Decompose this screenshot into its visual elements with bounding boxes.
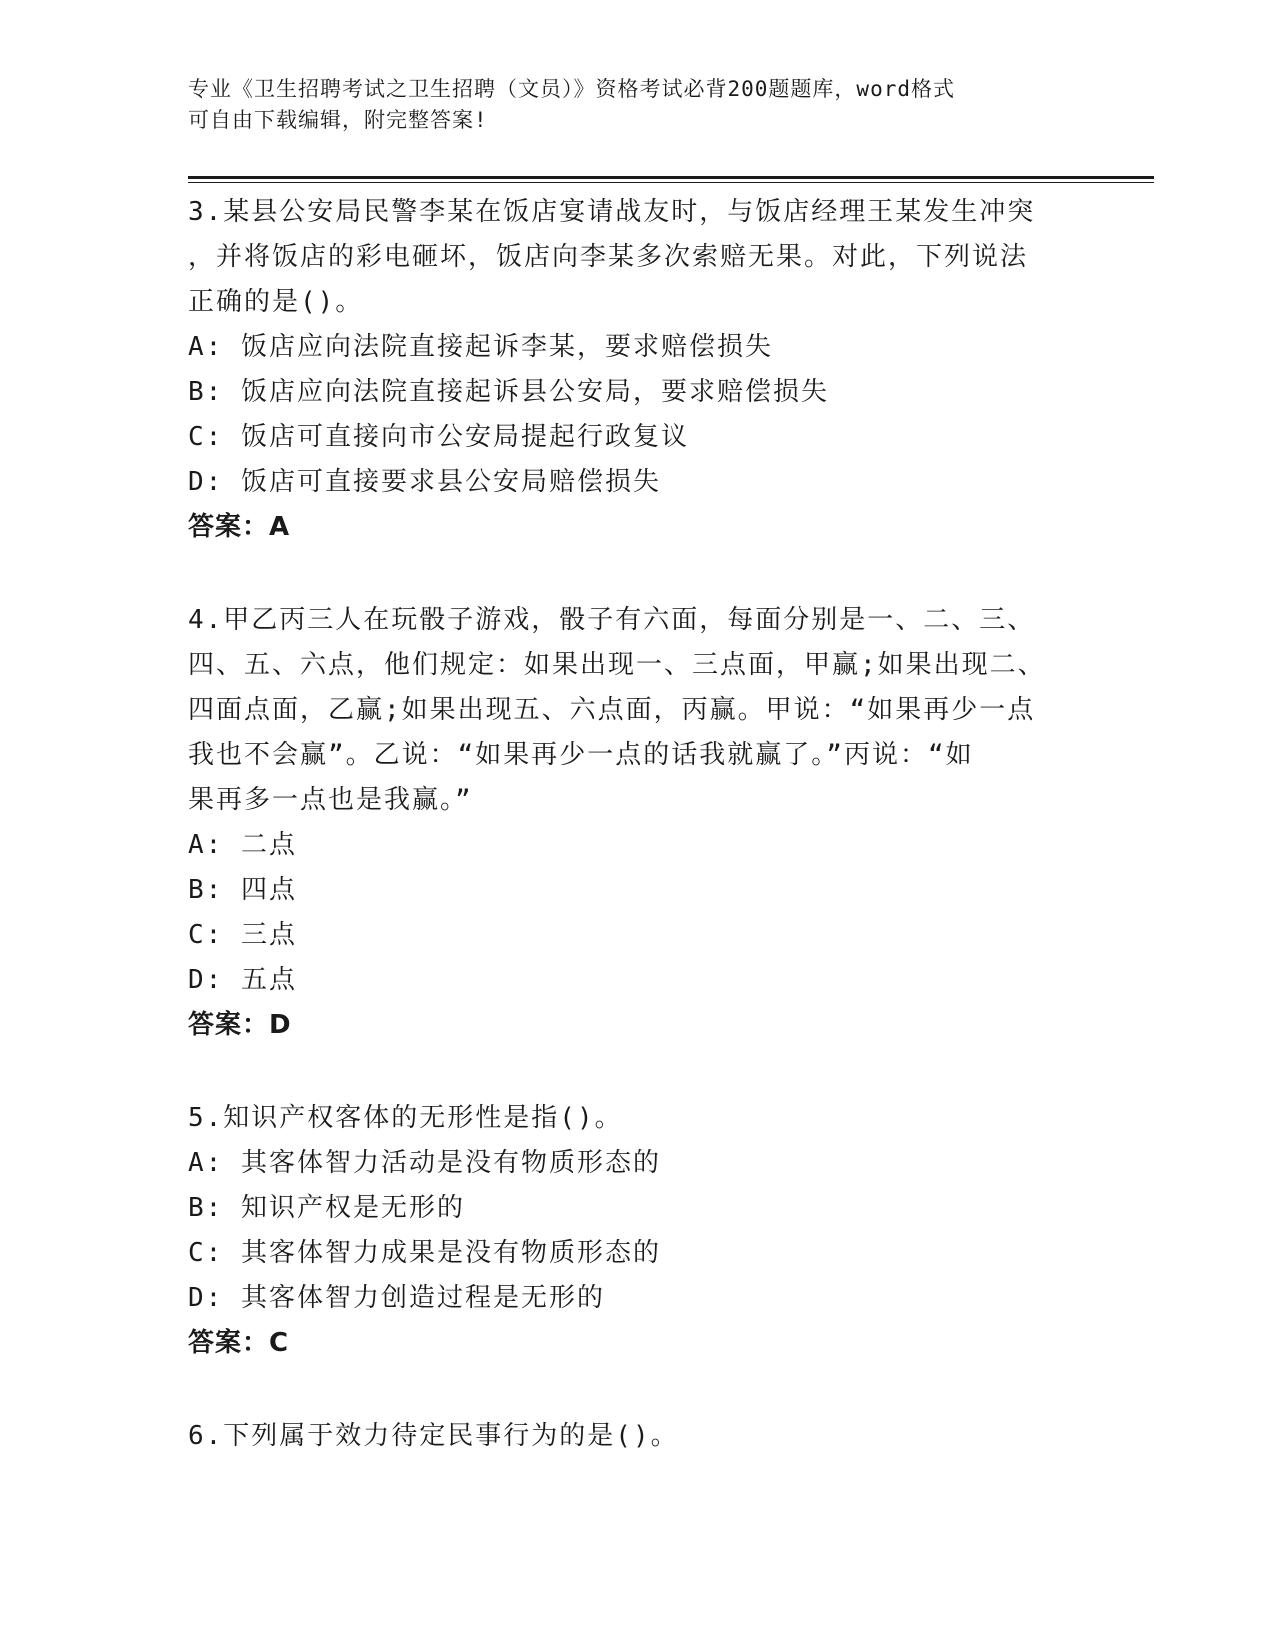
question-list <box>188 190 1088 1459</box>
question-6 <box>188 1414 1088 1459</box>
answer-label: 答案：D <box>188 1010 292 1040</box>
option-b: B: 四点 <box>188 875 297 905</box>
question-5 <box>188 1096 1088 1366</box>
question-text-line: 果再多一点也是我赢。” <box>188 785 473 815</box>
header-line-2: 可自由下载编辑，附完整答案! <box>188 108 488 132</box>
question-text-line: 6.下列属于效力待定民事行为的是()。 <box>188 1421 679 1451</box>
header-divider-thick <box>188 176 1154 179</box>
answer-label: 答案：A <box>188 512 291 542</box>
header-divider-thin <box>188 182 1154 183</box>
question-text-line: 4.甲乙丙三人在玩骰子游戏，骰子有六面，每面分别是一、二、三、 <box>188 605 1036 635</box>
option-d: D: 饭店可直接要求县公安局赔偿损失 <box>188 467 661 497</box>
question-text-line: 我也不会赢”。乙说：“如果再少一点的话我就赢了。”丙说：“如 <box>188 740 974 770</box>
question-text-line: 5.知识产权客体的无形性是指()。 <box>188 1103 623 1133</box>
option-c: C: 其客体智力成果是没有物质形态的 <box>188 1238 661 1268</box>
option-b: B: 知识产权是无形的 <box>188 1193 465 1223</box>
question-spacer <box>188 550 1088 598</box>
question-text-line: 3.某县公安局民警李某在饭店宴请战友时，与饭店经理王某发生冲突 <box>188 197 1036 227</box>
header-line-1: 专业《卫生招聘考试之卫生招聘（文员）》资格考试必背200题题库，word格式 <box>188 77 955 101</box>
question-spacer <box>188 1048 1088 1096</box>
option-b: B: 饭店应向法院直接起诉县公安局，要求赔偿损失 <box>188 377 829 407</box>
document-header <box>188 74 1068 136</box>
question-4 <box>188 598 1088 1048</box>
option-a: A: 二点 <box>188 830 297 860</box>
answer-label: 答案：C <box>188 1328 290 1358</box>
option-c: C: 饭店可直接向市公安局提起行政复议 <box>188 422 689 452</box>
option-a: A: 其客体智力活动是没有物质形态的 <box>188 1148 661 1178</box>
question-text-line: 四面点面，乙赢;如果出现五、六点面，丙赢。甲说：“如果再少一点 <box>188 695 1036 725</box>
option-a: A: 饭店应向法院直接起诉李某，要求赔偿损失 <box>188 332 773 362</box>
question-text-line: 正确的是()。 <box>188 287 364 317</box>
question-text-line: 四、五、六点，他们规定：如果出现一、三点面，甲赢;如果出现二、 <box>188 650 1046 680</box>
option-d: D: 五点 <box>188 965 297 995</box>
option-d: D: 其客体智力创造过程是无形的 <box>188 1283 605 1313</box>
question-spacer <box>188 1366 1088 1414</box>
question-3 <box>188 190 1088 550</box>
option-c: C: 三点 <box>188 920 297 950</box>
question-text-line: ，并将饭店的彩电砸坏，饭店向李某多次索赔无果。对此，下列说法 <box>188 242 1029 272</box>
